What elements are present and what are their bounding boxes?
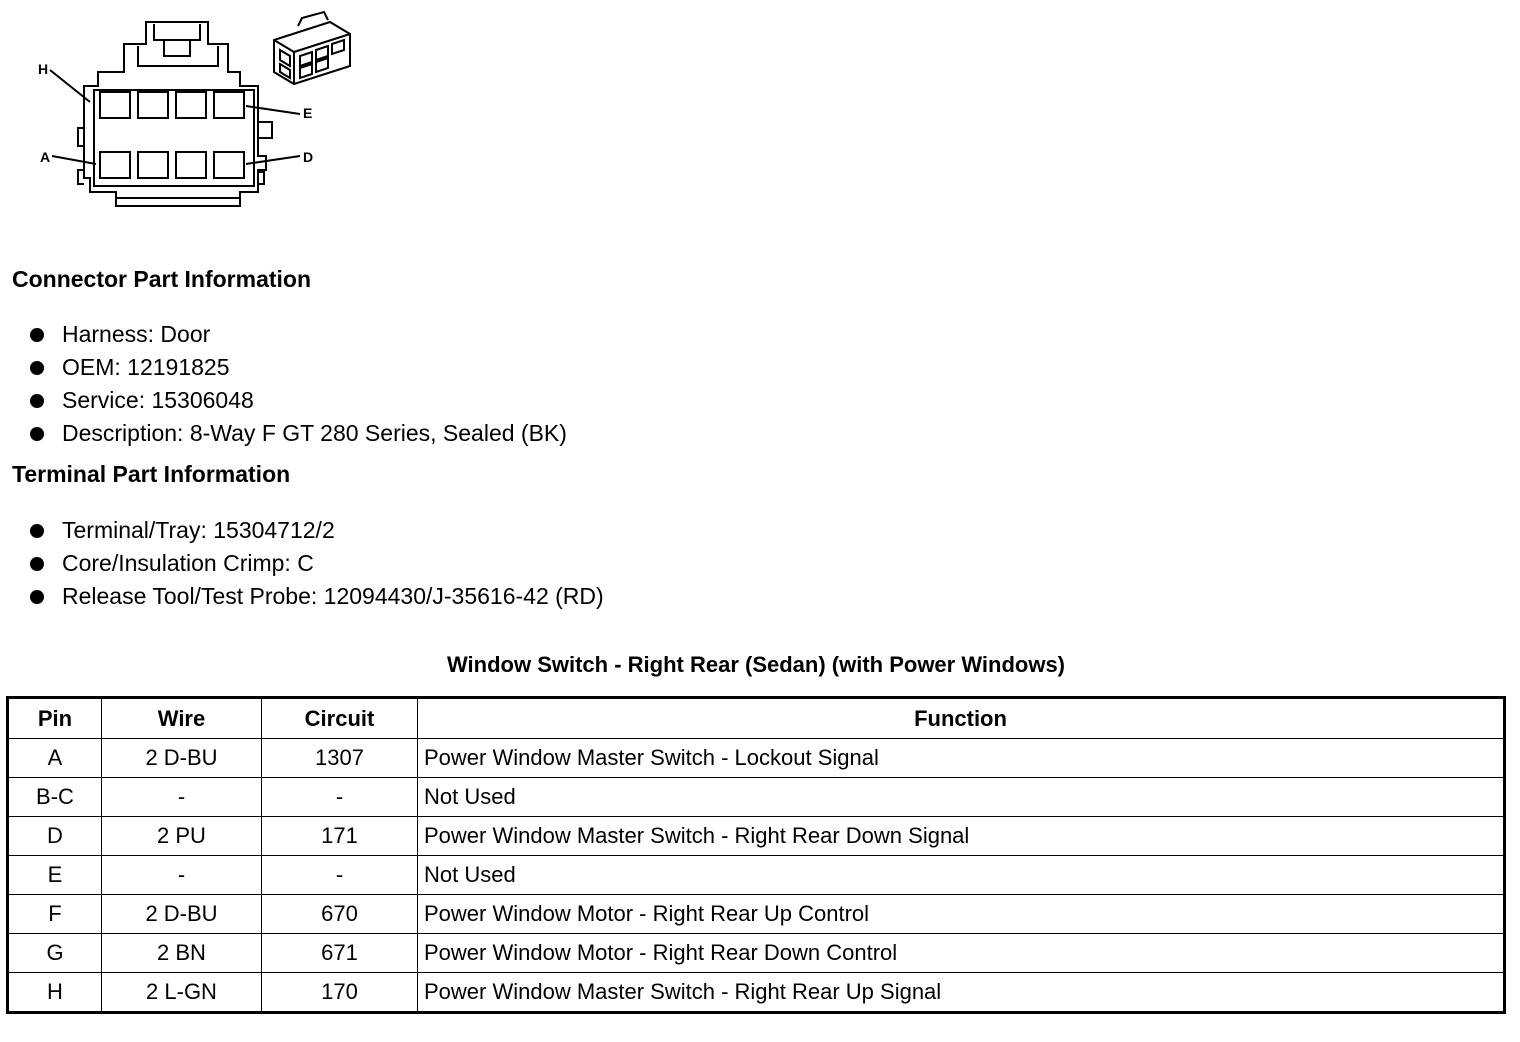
table-row xyxy=(8,895,1505,934)
table-row xyxy=(8,817,1505,856)
cell-wire: - xyxy=(102,856,262,895)
list-item xyxy=(28,514,604,547)
cell-wire: 2 PU xyxy=(102,817,262,856)
terminal-part-list xyxy=(28,514,604,613)
list-item xyxy=(28,384,567,417)
list-item xyxy=(28,417,567,450)
table-header-row xyxy=(8,698,1505,739)
bullet-icon xyxy=(30,361,44,375)
cell-pin: F xyxy=(8,895,102,934)
header-wire: Wire xyxy=(102,698,262,739)
cell-circuit: 1307 xyxy=(262,739,418,778)
cell-pin: H xyxy=(8,973,102,1013)
cell-circuit: - xyxy=(262,856,418,895)
cell-pin: D xyxy=(8,817,102,856)
header-function: Function xyxy=(418,698,1505,739)
list-item-text: Core/Insulation Crimp: C xyxy=(62,550,314,576)
list-item-text: Terminal/Tray: 15304712/2 xyxy=(62,517,335,543)
cell-circuit: 671 xyxy=(262,934,418,973)
connector-part-list xyxy=(28,318,567,450)
cell-circuit: 670 xyxy=(262,895,418,934)
cell-wire: 2 D-BU xyxy=(102,739,262,778)
list-item xyxy=(28,318,567,351)
connector-face-drawing xyxy=(28,6,368,218)
list-item xyxy=(28,580,604,613)
list-item xyxy=(28,547,604,580)
cell-pin: A xyxy=(8,739,102,778)
pin-label-h: H xyxy=(38,61,49,77)
list-item xyxy=(28,351,567,384)
cell-function: Power Window Motor - Right Rear Up Control xyxy=(418,895,1505,934)
table-row xyxy=(8,973,1505,1013)
list-item-text: Service: 15306048 xyxy=(62,387,254,413)
bullet-icon xyxy=(30,590,44,604)
table-row xyxy=(8,934,1505,973)
cell-wire: 2 D-BU xyxy=(102,895,262,934)
terminal-part-heading: Terminal Part Information xyxy=(12,461,291,487)
list-item-text: OEM: 12191825 xyxy=(62,354,230,380)
pin-table xyxy=(6,696,1506,1014)
bullet-icon xyxy=(30,394,44,408)
cell-wire: - xyxy=(102,778,262,817)
cell-pin: B-C xyxy=(8,778,102,817)
connector-part-heading: Connector Part Information xyxy=(12,266,312,292)
cell-function: Power Window Master Switch - Right Rear Down Signal xyxy=(418,817,1505,856)
cell-circuit: - xyxy=(262,778,418,817)
cell-function: Power Window Master Switch - Lockout Signal xyxy=(418,739,1505,778)
header-circuit: Circuit xyxy=(262,698,418,739)
cell-pin: E xyxy=(8,856,102,895)
cell-wire: 2 L-GN xyxy=(102,973,262,1013)
bullet-icon xyxy=(30,427,44,441)
cell-circuit: 170 xyxy=(262,973,418,1013)
cell-function: Not Used xyxy=(418,778,1505,817)
pin-label-d: D xyxy=(303,149,314,165)
cell-wire: 2 BN xyxy=(102,934,262,973)
table-row xyxy=(8,778,1505,817)
table-row xyxy=(8,739,1505,778)
header-pin: Pin xyxy=(8,698,102,739)
cell-pin: G xyxy=(8,934,102,973)
bullet-icon xyxy=(30,524,44,538)
bullet-icon xyxy=(30,557,44,571)
pin-label-a: A xyxy=(40,149,51,165)
list-item-text: Release Tool/Test Probe: 12094430/J-35616-42 (RD) xyxy=(62,583,604,609)
list-item-text: Harness: Door xyxy=(62,321,211,347)
cell-function: Power Window Master Switch - Right Rear Up Signal xyxy=(418,973,1505,1013)
pin-label-e: E xyxy=(303,105,313,121)
list-item-text: Description: 8-Way F GT 280 Series, Sealed (BK) xyxy=(62,420,567,446)
cell-function: Not Used xyxy=(418,856,1505,895)
table-row xyxy=(8,856,1505,895)
connector-diagram xyxy=(28,6,368,218)
pin-table-title: Window Switch - Right Rear (Sedan) (with Power Windows) xyxy=(446,652,1066,677)
bullet-icon xyxy=(30,328,44,342)
cell-function: Power Window Motor - Right Rear Down Control xyxy=(418,934,1505,973)
cell-circuit: 171 xyxy=(262,817,418,856)
